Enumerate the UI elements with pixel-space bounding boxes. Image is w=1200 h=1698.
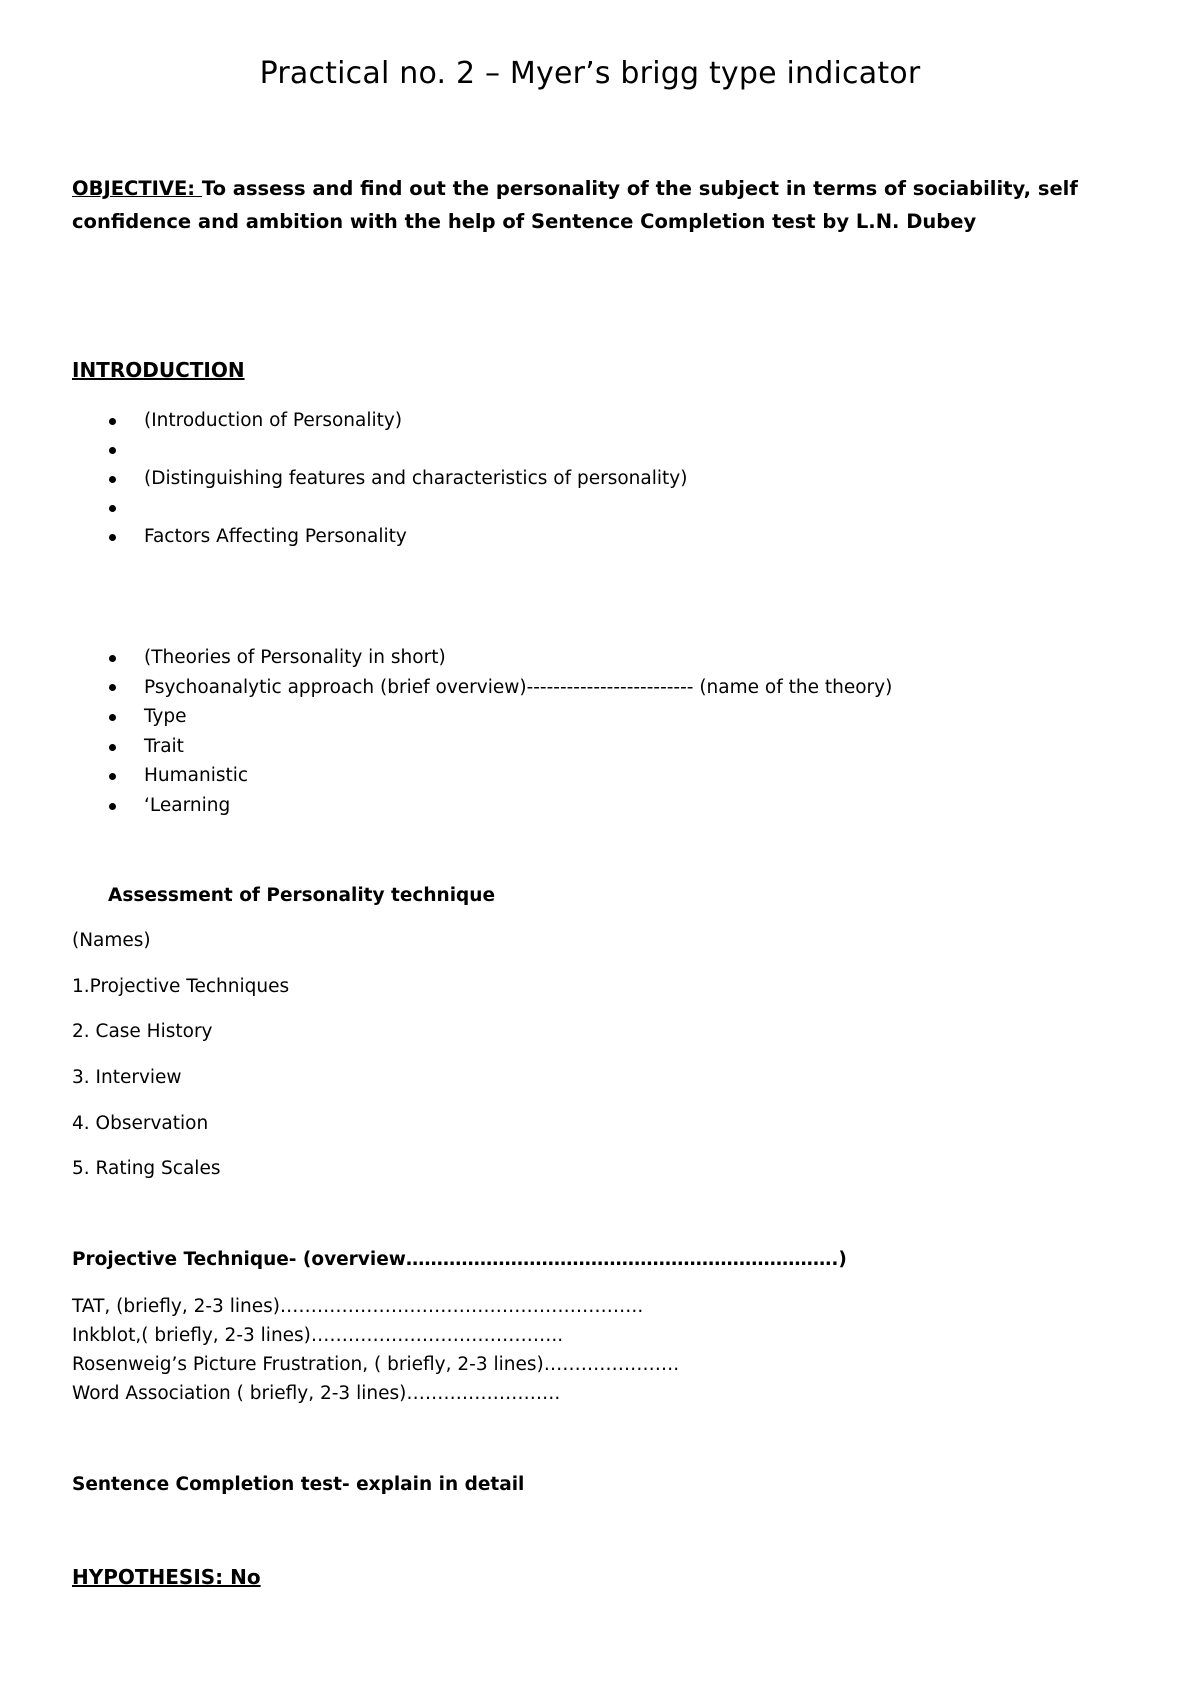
introduction-heading: INTRODUCTION (72, 358, 245, 382)
list-item: (Theories of Personality in short) (0, 643, 892, 673)
introduction-bullet-list (0, 406, 687, 551)
assessment-item: 2. Case History (72, 1021, 213, 1042)
objective-paragraph (72, 172, 1142, 238)
projective-item: Rosenweig’s Picture Frustration, ( briefly, 2-3 lines)…………………. (72, 1354, 680, 1375)
assessment-item: 5. Rating Scales (72, 1158, 221, 1179)
assessment-heading: Assessment of Personality technique (108, 885, 496, 906)
list-item: Psychoanalytic approach (brief overview)------------------------- (name of the theory) (0, 673, 892, 703)
theories-bullet-list (0, 643, 892, 821)
list-item: Factors Affecting Personality (0, 522, 687, 551)
projective-item: TAT, (briefly, 2-3 lines)………………………………………………….. (72, 1296, 644, 1317)
sentence-completion-heading: Sentence Completion test- explain in detail (72, 1474, 525, 1495)
assessment-item: 3. Interview (72, 1067, 182, 1088)
document-title: Practical no. 2 – Myer’s brigg type indicator (259, 56, 921, 91)
list-item: Humanistic (0, 761, 892, 791)
list-item (0, 493, 687, 522)
objective-label: OBJECTIVE: (72, 177, 202, 200)
assessment-item: 1.Projective Techniques (72, 976, 290, 997)
assessment-names-label: (Names) (72, 930, 151, 951)
list-item: (Introduction of Personality) (0, 406, 687, 435)
objective-text: To assess and find out the personality of the subject in terms of sociability, self confidence and ambition with the help of Sentence Completion test by L.N. Dubey (72, 177, 1078, 233)
projective-item: Word Association ( briefly, 2-3 lines)……………………. (72, 1383, 561, 1404)
list-item: ‘Learning (0, 791, 892, 821)
list-item: (Distinguishing features and characteristics of personality) (0, 464, 687, 493)
list-item: Trait (0, 732, 892, 762)
hypothesis-heading: HYPOTHESIS: No (72, 1565, 261, 1589)
list-item (0, 435, 687, 464)
assessment-item: 4. Observation (72, 1113, 209, 1134)
projective-item: Inkblot,( briefly, 2-3 lines)………………………………….. (72, 1325, 564, 1346)
projective-heading: Projective Technique- (overview…………………………………………………………….) (72, 1249, 847, 1270)
list-item: Type (0, 702, 892, 732)
